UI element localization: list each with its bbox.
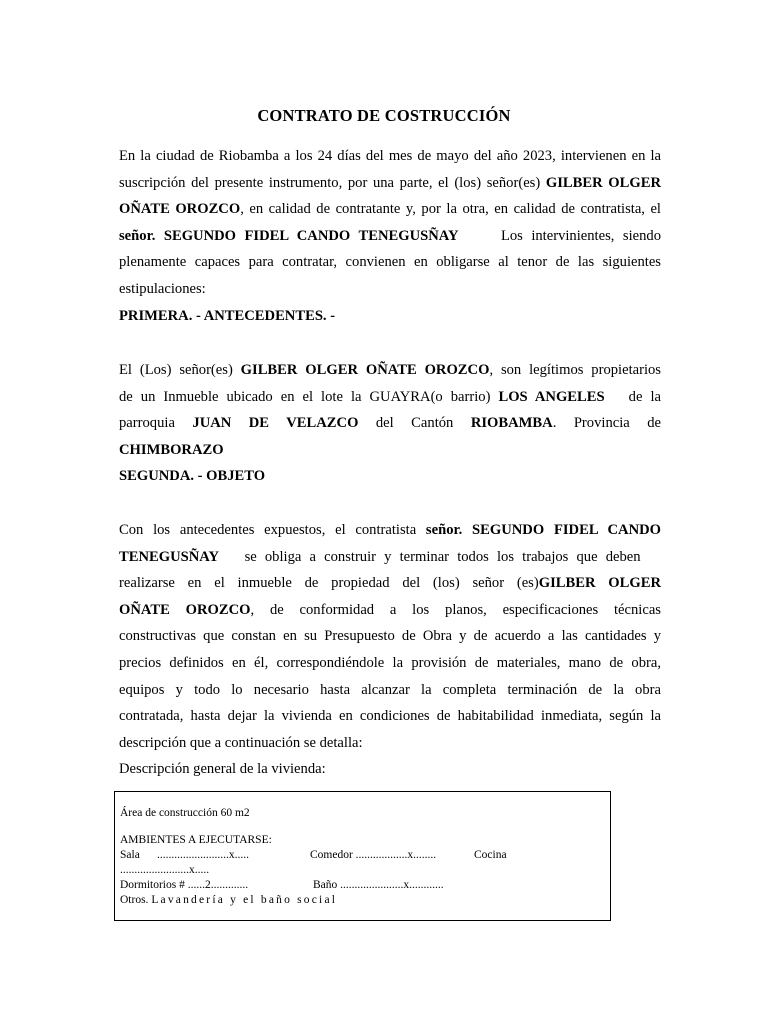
party-name-bold: OÑATE OROZCO <box>119 201 241 218</box>
paragraph-objeto <box>119 517 661 783</box>
text-line <box>119 544 661 571</box>
neighborhood-bold: LOS ANGELES <box>498 388 605 405</box>
otros-label: Otros. <box>120 894 149 906</box>
text-line <box>119 276 661 303</box>
party-name-bold: GILBER OLGER <box>545 174 661 191</box>
text-line <box>119 196 661 223</box>
text-line <box>119 410 661 437</box>
province-bold: CHIMBORAZO <box>119 441 224 458</box>
text-run: . Provincia de <box>552 415 661 432</box>
text-run: constructivas que constan en su Presupuesto de Obra y de acuerdo a las cantidades y <box>119 628 661 645</box>
text-run: , son legítimos propietarios <box>489 362 661 378</box>
text-run: parroquia <box>119 415 193 432</box>
cocina-value: ........................x..... <box>120 864 210 876</box>
paragraph-antecedentes <box>119 357 661 490</box>
text-line <box>119 223 661 250</box>
text-line <box>119 170 661 197</box>
parish-bold: JUAN DE VELAZCO <box>192 415 359 432</box>
text-run: de un Inmueble ubicado en el lote la GUAYRA(o barrio) <box>119 388 499 405</box>
text-line <box>119 384 661 411</box>
text-line <box>119 570 661 597</box>
text-line <box>119 357 661 384</box>
text-run: plenamente capaces para contratar, convienen en obligarse al tenor de las siguientes <box>119 254 661 271</box>
ambientes-heading: AMBIENTES A EJECUTARSE: <box>120 834 272 846</box>
text-line <box>119 517 661 544</box>
section-heading-primera: PRIMERA. - ANTECEDENTES. - <box>119 307 336 324</box>
document-title: CONTRATO DE COSTRUCCIÓN <box>257 106 511 125</box>
text-run: precios definidos en él, correspondiéndole la provisión de materiales, mano de obra, <box>119 654 661 671</box>
text-line <box>119 143 661 170</box>
text-run: se obliga a construir y terminar todos los trabajos que deben <box>244 548 641 565</box>
canton-bold: RIOBAMBA <box>470 415 553 432</box>
text-line <box>119 703 661 730</box>
text-run: del Cantón <box>358 415 471 432</box>
otros-value: Lavandería y el baño social <box>151 894 338 906</box>
text-line <box>119 677 661 704</box>
section-heading-segunda: SEGUNDA. - OBJETO <box>119 468 266 485</box>
cocina-item: Cocina <box>474 849 507 861</box>
text-run: equipos y todo lo necesario hasta alcanzar la completa terminación de la obra <box>119 681 661 698</box>
text-line <box>119 249 661 276</box>
housing-description-box <box>114 791 611 921</box>
text-line <box>119 730 661 757</box>
contractor-name-bold: señor. SEGUNDO FIDEL CANDO TENEGUSÑAY <box>119 227 459 244</box>
text-run: estipulaciones: <box>119 280 206 297</box>
dormitorios-item: Dormitorios # ......2............. <box>120 879 249 891</box>
text-run: realizarse en el inmueble de propiedad del (los) señor (es) <box>119 575 539 592</box>
text-run: Con los antecedentes expuestos, el contratista <box>119 522 426 538</box>
text-run: Los intervinientes, siendo <box>500 227 661 244</box>
text-line <box>119 756 661 783</box>
text-run: descripción que a continuación se detalla: <box>119 734 363 751</box>
text-run: , de conformidad a los planos, especificaciones técnicas <box>250 601 661 618</box>
text-run: , en calidad de contratante y, por la otra, en calidad de contratista, el <box>240 201 661 218</box>
contractor-name-bold: TENEGUSÑAY <box>119 548 220 565</box>
party-name-bold: OÑATE OROZCO <box>119 601 251 618</box>
contractor-name-bold: señor. SEGUNDO FIDEL CANDO <box>425 522 661 538</box>
paragraph-intro <box>119 143 661 329</box>
text-run: Descripción general de la vivienda: <box>119 761 326 778</box>
text-run: El (Los) señor(es) <box>119 362 241 378</box>
text-line <box>119 623 661 650</box>
comedor-item: Comedor ..................x........ <box>310 849 437 861</box>
text-run: En la ciudad de Riobamba a los 24 días del mes de mayo del año 2023, intervienen en la <box>119 148 661 164</box>
text-run: de la <box>628 388 661 405</box>
otros-item <box>120 893 337 907</box>
text-line <box>119 597 661 624</box>
party-name-bold: GILBER OLGER OÑATE OROZCO <box>240 362 490 378</box>
sala-item: Sala .........................x..... <box>120 849 250 861</box>
party-name-bold: GILBER OLGER <box>538 575 661 592</box>
text-run: contratada, hasta dejar la vivienda en condiciones de habitabilidad inmediata, según la <box>119 708 661 725</box>
text-run: suscripción del presente instrumento, por una parte, el (los) señor(es) <box>119 174 546 191</box>
construction-area: Área de construcción 60 m2 <box>120 807 250 819</box>
text-line <box>119 650 661 677</box>
bano-item: Baño ......................x............ <box>313 879 444 891</box>
